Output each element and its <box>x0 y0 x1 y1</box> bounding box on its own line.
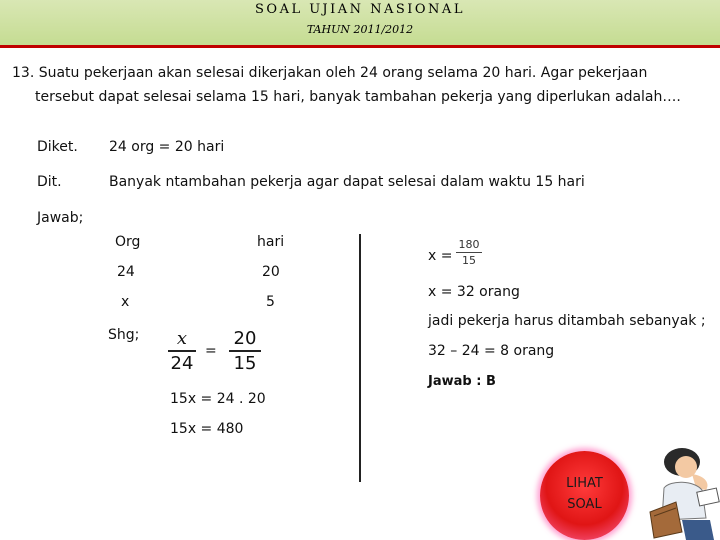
step-2: 15x = 480 <box>170 421 244 437</box>
shg-label: Shg; <box>108 327 140 343</box>
right-numerator: 20 <box>233 328 257 349</box>
solution-denominator: 15 <box>462 254 476 267</box>
table-cell: 5 <box>266 294 275 310</box>
step-1: 15x = 24 . 20 <box>170 391 266 407</box>
thinking-student-icon <box>636 440 720 540</box>
solution-fraction <box>456 238 482 267</box>
left-denominator: 24 <box>170 353 194 374</box>
dit-value: Banyak ntambahan pekerja agar dapat selesai dalam waktu 15 hari <box>109 174 585 190</box>
lihat-soal-button[interactable] <box>540 451 629 540</box>
table-cell: x <box>121 294 130 310</box>
dit-label: Dit. <box>37 174 62 190</box>
difference-calc: 32 – 24 = 8 orang <box>428 343 555 359</box>
diket-label: Diket. <box>37 139 78 155</box>
fraction-bar <box>456 252 482 253</box>
diket-value: 24 org = 20 hari <box>109 139 225 155</box>
left-fraction <box>168 328 196 374</box>
header-rule <box>0 45 720 48</box>
button-label-line-2: SOAL <box>567 497 602 512</box>
answer: Jawab : B <box>428 374 496 389</box>
question-line-1: 13. Suatu pekerjaan akan selesai dikerjakan oleh 24 orang selama 20 hari. Agar pekerjaan <box>12 65 648 81</box>
x-equals-label: x = <box>428 248 453 264</box>
fraction-bar <box>168 350 196 352</box>
conclusion-note: jadi pekerja harus ditambah sebanyak ; <box>428 313 706 329</box>
right-denominator: 15 <box>233 353 257 374</box>
jawab-label: Jawab; <box>37 210 84 226</box>
header-banner <box>0 0 720 45</box>
left-numerator: x <box>176 328 188 349</box>
solution-numerator: 180 <box>458 238 480 251</box>
table-header-org: Org <box>115 234 141 250</box>
table-cell: 24 <box>117 264 135 280</box>
table-cell: 20 <box>262 264 280 280</box>
divider-line <box>359 234 361 482</box>
exam-year: TAHUN 2011/2012 <box>306 23 414 36</box>
right-fraction <box>229 328 261 374</box>
table-header-hari: hari <box>257 234 285 250</box>
question-line-2: tersebut dapat selesai selama 15 hari, banyak tambahan pekerja yang diperlukan adalah…. <box>35 89 681 105</box>
button-label-line-1: LIHAT <box>566 476 603 491</box>
equals-sign: = <box>205 343 217 359</box>
fraction-bar <box>229 350 261 352</box>
exam-title: SOAL UJIAN NASIONAL <box>255 2 465 17</box>
result: x = 32 orang <box>428 284 520 300</box>
